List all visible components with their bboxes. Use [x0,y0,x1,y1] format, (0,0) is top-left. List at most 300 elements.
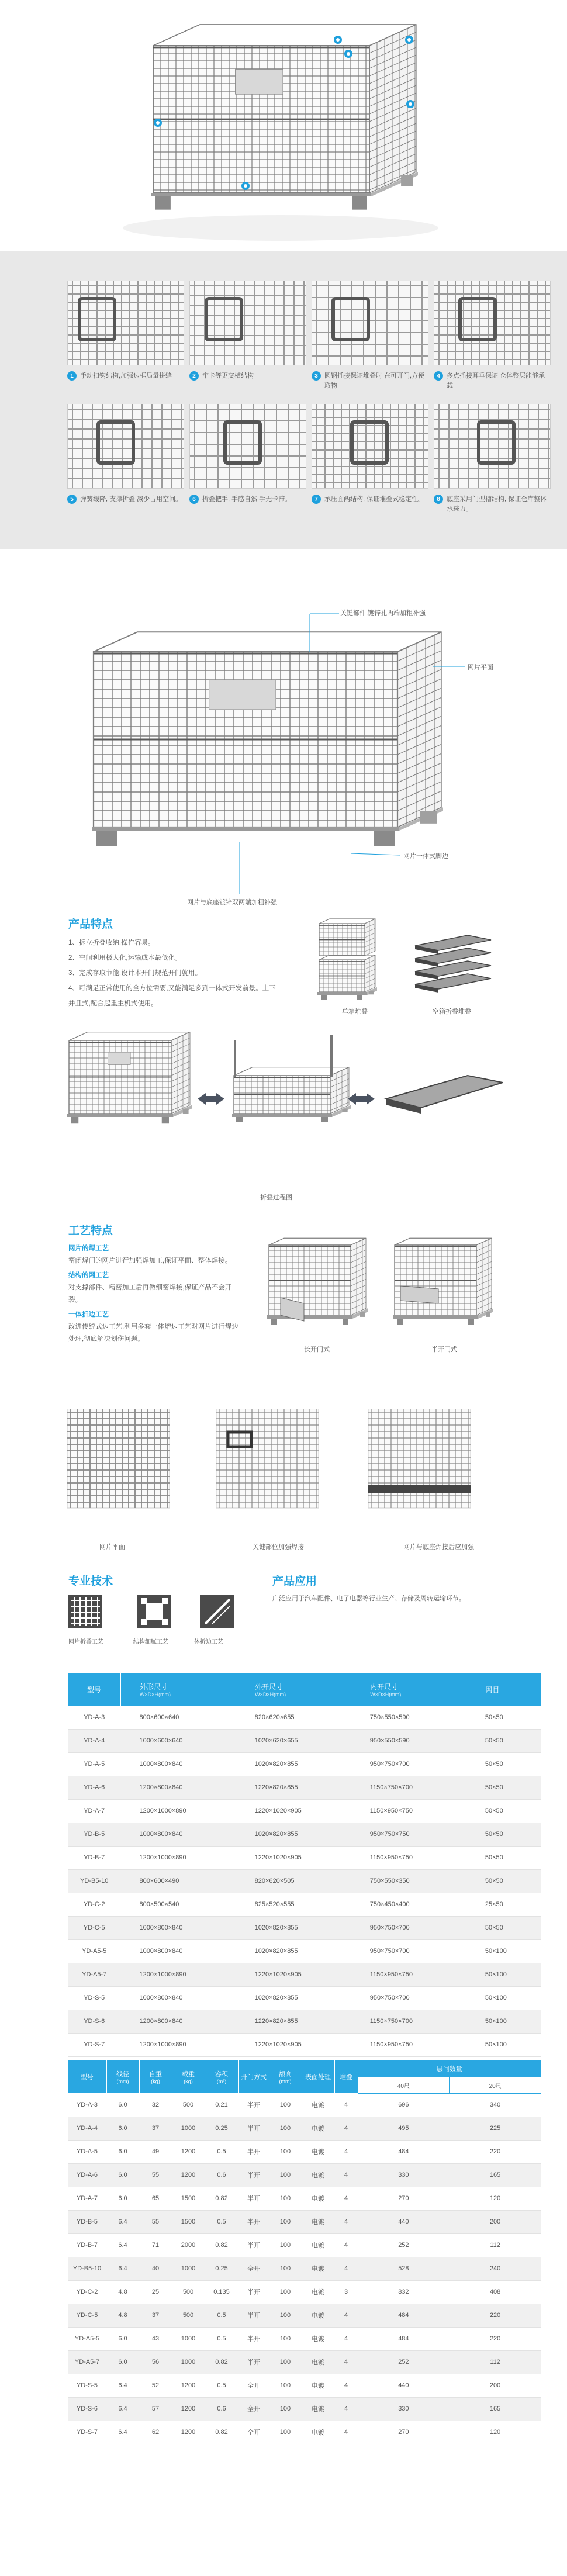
product-feature-item: 3、完成存取节能,设计本开门规范开门就用。 [68,970,202,977]
craft-caption-1: 长开门式 [304,1346,330,1353]
table-row [68,2187,541,2210]
table-cell: 112 [450,2350,541,2374]
table-cell: 1000 [172,2327,205,2350]
feature-photo [312,404,428,489]
feature-photo [434,281,551,365]
table-cell: 0.82 [205,2187,238,2210]
table-cell: 半开 [238,2187,269,2210]
stacked-cage-top [319,919,375,956]
feature-number: 8 [434,495,443,504]
table-cell: 1200 [172,2397,205,2421]
table-header-cell [358,2060,541,2077]
table-cell: 1000×800×840 [120,1986,236,2010]
table-row [68,2210,541,2233]
table-cell: 半开 [238,2350,269,2374]
table-cell: YD-B-7 [68,1846,120,1869]
table-row [68,2350,541,2374]
table-header-label: 外开尺寸 [255,1682,284,1691]
table-header-sublabel: W×D×H(mm) [370,1691,402,1697]
table-cell: 电镀 [302,2163,334,2187]
craft-sub1: 网片的焊工艺 [68,1245,109,1252]
table-cell: 528 [358,2257,450,2280]
table-cell: 225 [450,2117,541,2140]
table-cell: 2000 [172,2233,205,2257]
table-cell: YD-S-7 [68,2033,120,2056]
detail-caption-1: 网片平面 [99,1544,125,1551]
table-cell: 200 [450,2374,541,2397]
table-cell: 0.6 [205,2397,238,2421]
table-cell: 50×50 [466,1823,541,1846]
table-row [68,2397,541,2421]
spec-table-2-section [0,2060,567,2453]
table-cell: 1200×800×840 [120,1776,236,1799]
tech-application-section [0,1555,567,1672]
feature-caption [312,371,428,391]
table-cell: 55 [139,2163,172,2187]
table-cell: 6.4 [106,2374,139,2397]
table-cell: YD-C-5 [68,1916,120,1939]
callout-top: 关键部件,镀锌孔两端加粗补强 [340,610,426,617]
table-row [68,1986,541,2010]
hero-cage [151,25,418,210]
table-cell: 1000 [172,2117,205,2140]
feature-photo-illustration [312,281,428,365]
table-cell: 6.0 [106,2187,139,2210]
table-row [68,1846,541,1869]
table-cell: 1020×620×655 [236,1729,351,1752]
tech-label-3: 一体折边工艺 [188,1639,223,1645]
table-cell: 6.0 [106,2140,139,2163]
feature-text: 手动扣钩结构,加强边框局量拼缝 [80,372,172,379]
table-cell: 电镀 [302,2374,334,2397]
table-cell: YD-S-5 [68,1986,120,2010]
table-header-label: 网目 [485,1685,500,1694]
feature-number: 6 [189,495,199,504]
fold-step-3-flat [386,1076,503,1114]
table-cell: 4 [334,2397,358,2421]
table-cell: 50×50 [466,1799,541,1823]
table-cell: 800×500×540 [120,1893,236,1916]
table-cell: 1200×1000×890 [120,1799,236,1823]
table-cell: 电镀 [302,2257,334,2280]
table-cell: 半开 [238,2327,269,2350]
img-caption-folded: 空箱折叠堆叠 [433,1008,471,1015]
table-cell: 340 [450,2093,541,2117]
table-row [68,2163,541,2187]
table-cell: YD-A-7 [68,2187,106,2210]
feature-card [67,281,184,391]
table-header-row [68,2060,541,2077]
table-cell: YD-A-3 [68,1706,120,1729]
table-header-label: 型号 [80,2074,94,2081]
table-cell: 0.25 [205,2117,238,2140]
table-cell: 0.82 [205,2233,238,2257]
feature-photo-illustration [68,281,184,365]
table-row [68,1752,541,1776]
table-header-label: 开门方式 [241,2074,267,2081]
table-cell: YD-C-2 [68,2280,106,2304]
table-cell: 半开 [238,2280,269,2304]
hero-section [0,0,567,251]
table-header-label: 层间数量 [436,2065,462,2073]
table-cell: 0.6 [205,2163,238,2187]
table-cell: 832 [358,2280,450,2304]
table-row [68,2257,541,2280]
table-cell: 440 [358,2374,450,2397]
table-cell: 55 [139,2210,172,2233]
table-cell: 1150×950×750 [351,1963,466,1986]
table-cell: 484 [358,2140,450,2163]
table-cell: 4.8 [106,2280,139,2304]
feature-photo [312,281,428,365]
table-row [68,2233,541,2257]
table-cell: 1000×800×840 [120,1823,236,1846]
table-row [68,1823,541,1846]
table-cell: 4 [334,2421,358,2444]
feature-number: 4 [434,371,443,381]
table-header-cell [120,1673,236,1706]
table-cell: 6.4 [106,2233,139,2257]
feature-text: 牢卡等更交槽结构 [202,372,254,379]
feature-text: 承压面两结构, 保证堆叠式稳定性。 [324,496,425,503]
table-header-label: 额高 [279,2071,292,2078]
table-cell: 57 [139,2397,172,2421]
table-subheader-cell: 20尺 [450,2077,541,2093]
table-cell: 100 [269,2163,302,2187]
feature-caption [434,371,551,391]
table-cell: 全开 [238,2421,269,2444]
table-cell: 1000 [172,2257,205,2280]
application-text: 广泛应用于汽车配件、电子电器等行业生产、存储及周转运输环节。 [272,1595,465,1602]
table-cell: 0.25 [205,2257,238,2280]
table-cell: 1220×1020×905 [236,1799,351,1823]
craft-text1: 密闭焊门的网片进行加强焊加工,保证平面、整体焊接。 [68,1257,232,1264]
table-cell: 43 [139,2327,172,2350]
table-cell: 1200 [172,2140,205,2163]
table-cell: YD-C-5 [68,2304,106,2327]
structure-icon [137,1595,171,1628]
table-cell: 240 [450,2257,541,2280]
img-caption-single: 单箱堆叠 [342,1008,368,1015]
table-cell: 100 [269,2233,302,2257]
table-cell: 112 [450,2233,541,2257]
table-cell: 100 [269,2117,302,2140]
table-cell: 50×50 [466,1846,541,1869]
table-cell: 440 [358,2210,450,2233]
table-cell: 25×50 [466,1893,541,1916]
table-cell: 800×600×640 [120,1706,236,1729]
table-cell: 50×100 [466,2010,541,2033]
feature-photo-illustration [190,281,306,365]
detail-images-section [0,1409,567,1555]
table-cell: 500 [172,2280,205,2304]
table-header-cell [172,2060,205,2093]
feature-photo [189,281,306,365]
table-cell: 37 [139,2117,172,2140]
table-cell: 165 [450,2163,541,2187]
table-cell: 1220×820×855 [236,2010,351,2033]
product-feature-item: 1、拆立折叠收纳,操作容易。 [68,939,155,946]
feature-card [434,404,551,514]
table-cell: 4 [334,2117,358,2140]
table-cell: 100 [269,2187,302,2210]
table-header-unit: (kg) [184,2079,193,2084]
table-cell: 6.4 [106,2397,139,2421]
tech-title: 专业技术 [68,1575,113,1588]
table-cell: 100 [269,2210,302,2233]
table-row [68,2374,541,2397]
table-cell: YD-S-6 [68,2010,120,2033]
table-cell: 4 [334,2233,358,2257]
spec-table-dimensions [68,1673,541,2057]
table-cell: 750×550×350 [351,1869,466,1893]
feature-photo-illustration [312,404,428,488]
table-cell: YD-A5-5 [68,2327,106,2350]
table-row [68,2010,541,2033]
product-features-list [68,935,302,1011]
feature-grid [67,281,567,514]
table-cell: 电镀 [302,2350,334,2374]
table-cell: YD-S-5 [68,2374,106,2397]
table-cell: 50×100 [466,1963,541,1986]
folding-caption: 折叠过程图 [260,1194,292,1201]
table-cell: 56 [139,2350,172,2374]
table-cell: 825×520×555 [236,1893,351,1916]
table-cell: YD-A5-7 [68,1963,120,1986]
table-cell: 1150×750×700 [351,2010,466,2033]
table-cell: 0.82 [205,2421,238,2444]
table-row [68,1893,541,1916]
table-cell: 100 [269,2140,302,2163]
table-cell: YD-A-5 [68,2140,106,2163]
feature-card [312,281,428,391]
feature-number: 7 [312,495,321,504]
feature-caption [189,495,306,504]
table-cell: 半开 [238,2233,269,2257]
table-cell: 950×750×700 [351,1939,466,1963]
table-cell: 820×620×505 [236,1869,351,1893]
table-cell: 4 [334,2187,358,2210]
table-cell: 950×750×700 [351,1916,466,1939]
half-open-door-cage [393,1238,493,1325]
table-header-row [68,1673,541,1706]
table-header-label: 堆叠 [340,2074,352,2081]
feature-caption [67,371,184,381]
table-cell: 165 [450,2397,541,2421]
table-cell: 495 [358,2117,450,2140]
table-cell: 25 [139,2280,172,2304]
feature-number: 5 [67,495,77,504]
table-cell: YD-A-6 [68,2163,106,2187]
fold-step-2-cage [232,1067,351,1122]
diagram-cage [92,632,443,846]
table-cell: 全开 [238,2397,269,2421]
table-header-cell [269,2060,302,2093]
table-header-unit: (mm) [279,2079,292,2084]
table-row [68,1939,541,1963]
craft-sub2: 结构的网工艺 [68,1272,109,1279]
table-cell: 6.4 [106,2421,139,2444]
table-cell: 65 [139,2187,172,2210]
table-header-sublabel: W×D×H(mm) [255,1691,286,1697]
table-cell: 52 [139,2374,172,2397]
table-row [68,2280,541,2304]
table-cell: 6.0 [106,2117,139,2140]
table-subheader-cell: 40尺 [358,2077,450,2093]
table-cell: 100 [269,2350,302,2374]
table-cell: YD-A-4 [68,1729,120,1752]
hero-cage-illustration [0,0,567,251]
table-cell: 0.82 [205,2350,238,2374]
table-cell: 1500 [172,2187,205,2210]
table-cell: 电镀 [302,2327,334,2350]
table-cell: 6.0 [106,2327,139,2350]
table-cell: 1200×1000×890 [120,1846,236,1869]
table-cell: 4 [334,2163,358,2187]
fold-step-1-cage [67,1032,192,1124]
craft-caption-2: 半开门式 [431,1346,457,1353]
product-feature-item: 2、空间利用极大化,运输成本最低化。 [68,955,182,962]
feature-card [189,404,306,514]
table-cell: 32 [139,2093,172,2117]
table-header-cell [334,2060,358,2093]
table-cell: YD-A-4 [68,2117,106,2140]
table-header-sublabel: W×D×H(mm) [139,1691,171,1697]
edge-fold-icon [200,1595,234,1628]
table-cell: 100 [269,2257,302,2280]
table-cell: 1000×800×840 [120,1752,236,1776]
table-cell: 1020×820×855 [236,1986,351,2010]
table-cell: 0.21 [205,2093,238,2117]
table-cell: 1220×1020×905 [236,1846,351,1869]
feature-number: 3 [312,371,321,381]
table-cell: 半开 [238,2163,269,2187]
table-cell: 6.0 [106,2093,139,2117]
table-header-label: 载重 [182,2071,195,2078]
craft-text3: 改进传统式边工艺,利用多套一体熔边工艺对网片进行焊边处理,彻底解决划伤问题。 [68,1323,238,1343]
table-cell: 50×50 [466,1776,541,1799]
table-cell: 220 [450,2327,541,2350]
table-header-cell [68,1673,120,1706]
table-cell: 1500 [172,2210,205,2233]
craft-title: 工艺特点 [68,1225,113,1237]
feature-caption [434,495,551,514]
arrow-icon [348,1093,375,1105]
feature-text: 折叠把手, 手感自然 手无卡滞。 [202,496,292,503]
table-cell: 750×450×400 [351,1893,466,1916]
callout-bottom: 网片与底座镀锌双两端加粗补强 [187,899,277,906]
detail-images [0,1409,567,1537]
feature-photo [67,404,184,489]
arrow-icon [198,1093,224,1105]
table-cell: 330 [358,2397,450,2421]
table-cell: 950×550×590 [351,1729,466,1752]
table-cell: 49 [139,2140,172,2163]
table-cell: 252 [358,2233,450,2257]
table-cell: YD-C-2 [68,1893,120,1916]
table-cell: 200 [450,2210,541,2233]
table-row [68,2304,541,2327]
table-cell: 1200 [172,2163,205,2187]
table-cell: 6.0 [106,2350,139,2374]
table-cell: 40 [139,2257,172,2280]
table-cell: 电镀 [302,2304,334,2327]
table-cell: 4 [334,2093,358,2117]
table-cell: 1200×1000×890 [120,2033,236,2056]
table-cell: 484 [358,2327,450,2350]
table-cell: YD-B5-10 [68,1869,120,1893]
table-cell: 1000×800×840 [120,1939,236,1963]
table-header-cell [205,2060,238,2093]
table-cell: 电镀 [302,2397,334,2421]
feature-caption [67,495,184,504]
spec-table-1-section [0,1672,567,2060]
table-cell: 电镀 [302,2140,334,2163]
table-cell: 3 [334,2280,358,2304]
table-header-label: 表面处理 [305,2074,331,2081]
feature-photo-illustration [434,404,550,488]
table-cell: 1200 [172,2421,205,2444]
tech-label-2: 结构细腻工艺 [133,1639,168,1645]
table-cell: 71 [139,2233,172,2257]
table-cell: 100 [269,2327,302,2350]
table-cell: 1220×1020×905 [236,1963,351,1986]
table-cell: 500 [172,2093,205,2117]
table-header-cell [351,1673,466,1706]
table-cell: 电镀 [302,2421,334,2444]
table-cell: 50×100 [466,1986,541,2010]
table-cell: 50×50 [466,1706,541,1729]
folding-process-section [0,1029,567,1222]
table-cell: 484 [358,2304,450,2327]
feature-card [189,281,306,391]
table-header-label: 容积 [215,2071,228,2078]
table-cell: 500 [172,2304,205,2327]
table-row [68,1706,541,1729]
table-cell: 1150×950×750 [351,1846,466,1869]
table-cell: 0.5 [205,2327,238,2350]
feature-grid-section [0,251,567,549]
table-cell: 4 [334,2140,358,2163]
table-cell: 62 [139,2421,172,2444]
table-header-unit: (mm) [116,2079,129,2084]
table-cell: 1220×1020×905 [236,2033,351,2056]
table-header-cell [466,1673,541,1706]
table-cell: 全开 [238,2257,269,2280]
table-row [68,2033,541,2056]
table-cell: 1000 [172,2350,205,2374]
table-row [68,1916,541,1939]
table-cell: 半开 [238,2140,269,2163]
table-cell: 1200×1000×890 [120,1963,236,1986]
table-cell: 270 [358,2421,450,2444]
table-cell: 750×550×590 [351,1706,466,1729]
table-cell: 1020×820×855 [236,1823,351,1846]
table-cell: 电镀 [302,2187,334,2210]
callout-right: 网片平面 [468,664,493,671]
feature-card [434,281,551,391]
table-cell: 50×50 [466,1729,541,1752]
feature-number: 2 [189,371,199,381]
table-cell: 50×50 [466,1752,541,1776]
table-header-unit: (kg) [151,2079,160,2084]
feature-text: 圆钢插接保证堆叠时 在可开门,方便取物 [324,372,425,389]
table-header-label: 自重 [149,2071,162,2078]
table-cell: YD-A-3 [68,2093,106,2117]
table-cell: 电镀 [302,2233,334,2257]
labelled-diagram-section [0,549,567,912]
table-cell: YD-A5-7 [68,2350,106,2374]
